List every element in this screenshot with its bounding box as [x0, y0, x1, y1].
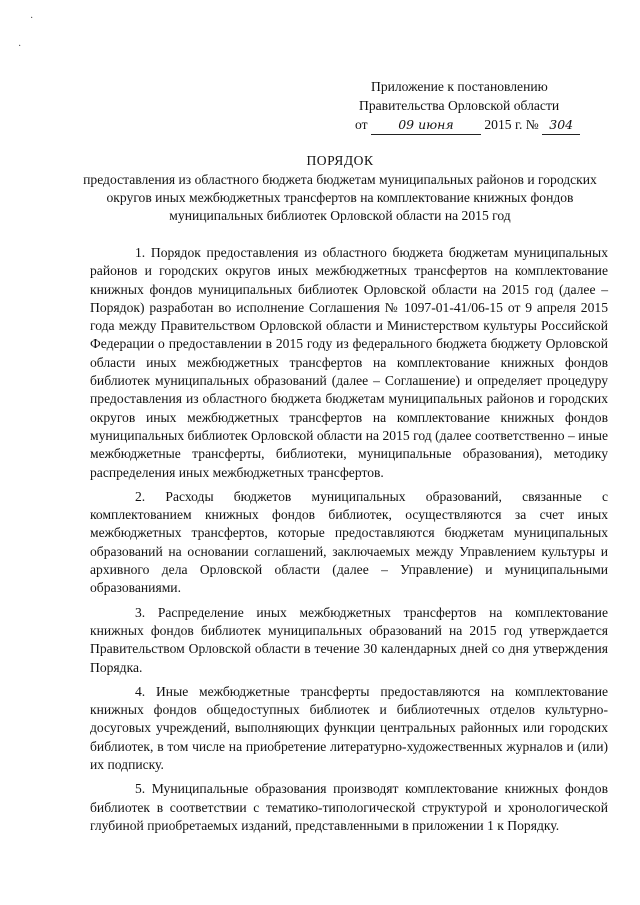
paragraph-2: 2. Расходы бюджетов муниципальных образований, связанные с комплектованием книжных фондов библиотек, осуществляются за счет иных межбюджетных трансфертов, которые предоставляются бюджетам муниципальных образований на основании соглашений, заключаемых между Управлением культуры и архивного дела Орловской области (далее – Управление) и муниципальными образованиями. [90, 488, 608, 596]
scan-mark: · [18, 41, 22, 52]
document-subtitle: предоставления из областного бюджета бюджетам муниципальных районов и городских округов иных межбюджетных трансфертов на комплектование книжных фондов муниципальных библиотек Орловской области на 2015 год [83, 172, 597, 223]
title-block [70, 152, 610, 225]
paragraph-1: 1. Порядок предоставления из областного бюджета бюджетам муниципальных районов и городских округов иных межбюджетных трансфертов на комплектование книжных фондов муниципальных библиотек Орловской области на 2015 год (далее – Порядок) разработан во исполнение Соглашения № 1097-01-41/06-15 от 9 апреля 2015 года между Правительством Орловской области и Министерством культуры Российской Федерации о предоставлении в 2015 году из федерального бюджета бюджету Орловской области иных межбюджетных трансфертов на комплектование книжных фондов библиотек муниципальных образований (далее – Соглашение) и определяет процедуру предоставления из областного бюджета бюджетам муниципальных районов и городских округов иных межбюджетных трансфертов на комплектование книжных фондов муниципальных библиотек Орловской области на 2015 год (далее соответственно – иные межбюджетные трансферты, библиотеки, муниципальные образования), методику распределения иных межбюджетных трансфертов. [90, 245, 608, 480]
handwritten-number: 304 [542, 115, 580, 135]
document-title: ПОРЯДОК [306, 153, 374, 168]
year-text: 2015 г. № [484, 117, 539, 132]
paragraph-3: 3. Распределение иных межбюджетных трансфертов на комплектование книжных фондов библиотек муниципальных образований на 2015 год утверждается Правительством Орловской области в течение 30 календарных дней со дня утверждения Порядка. [90, 604, 608, 675]
paragraph-4: 4. Иные межбюджетные трансферты предоставляются на комплектование книжных фондов общедоступных библиотек и библиотечных отделов культурно-досуговых учреждений, выполняющих функции центральных районных или городских библиотек, в том числе на приобретение литературно-художественных журналов и (или) их подписку. [90, 683, 608, 773]
appendix-header [355, 77, 605, 135]
header-line-1: Приложение к постановлению [371, 79, 548, 94]
paragraph-5: 5. Муниципальные образования производят комплектование книжных фондов библиотек в соответствии с тематико-типологической структурой и хронологической глубиной приобретаемых изданий, представленными в приложении 1 к Порядку. [90, 781, 608, 833]
header-date-line [355, 115, 605, 135]
header-line-2: Правительства Орловской области [359, 98, 560, 113]
document-body [90, 244, 608, 841]
date-prefix: от [355, 117, 368, 132]
scan-mark: · [30, 13, 34, 24]
handwritten-date: 09 июня [371, 115, 481, 135]
